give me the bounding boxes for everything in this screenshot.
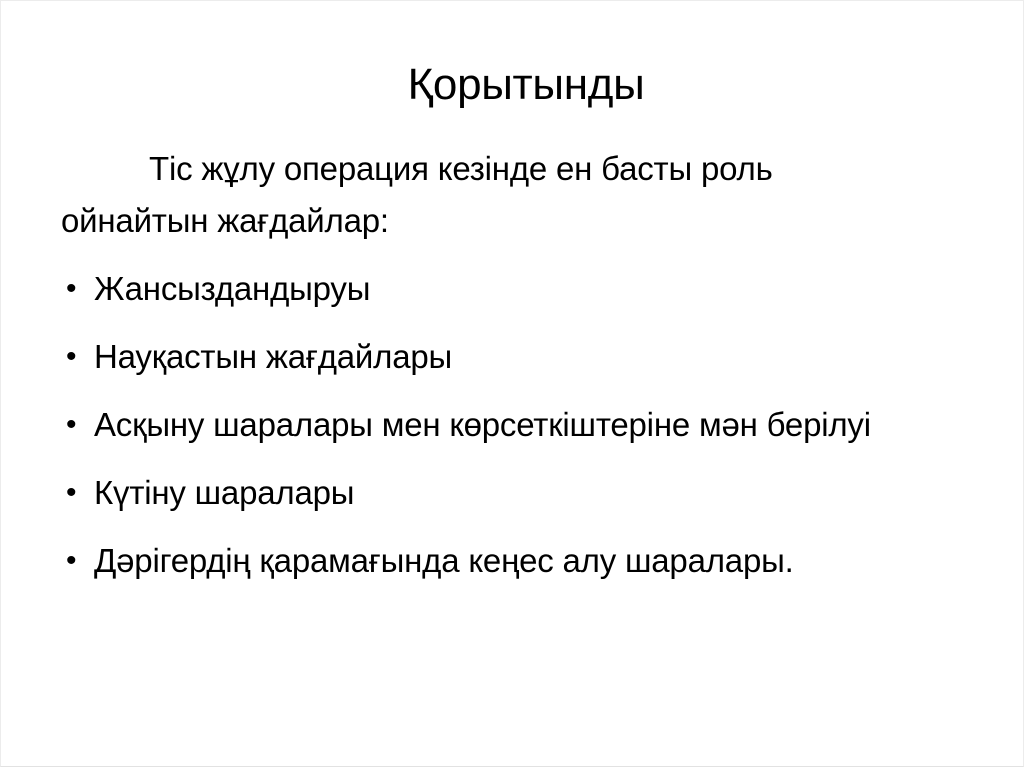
bullet-text: Күтіну шаралары [94,474,355,511]
bullet-text: Дәрігердің қарамағында кеңес алу шаралары. [94,542,794,579]
intro-paragraph: Тіс жұлу операция кезінде ен басты роль ойнайтын жағдайлар: [61,150,773,239]
bullet-text: Жансыздандыруы [94,270,371,307]
bullet-item [61,535,939,587]
slide-title: Қорытынды [407,60,645,109]
bullet-item [61,399,939,451]
bullet-item [61,467,939,519]
bullet-text: Науқастын жағдайлары [94,338,453,375]
bullet-list [61,263,963,587]
bullet-dot-icon: • [66,272,77,305]
bullet-item [61,263,939,315]
bullet-dot-icon: • [66,408,77,441]
bullet-text: Асқыну шаралары мен көрсеткіштеріне мән берілуі [94,406,871,443]
bullet-dot-icon: • [66,340,77,373]
bullet-dot-icon: • [66,544,77,577]
bullet-item [61,331,939,383]
bullet-dot-icon: • [66,476,77,509]
